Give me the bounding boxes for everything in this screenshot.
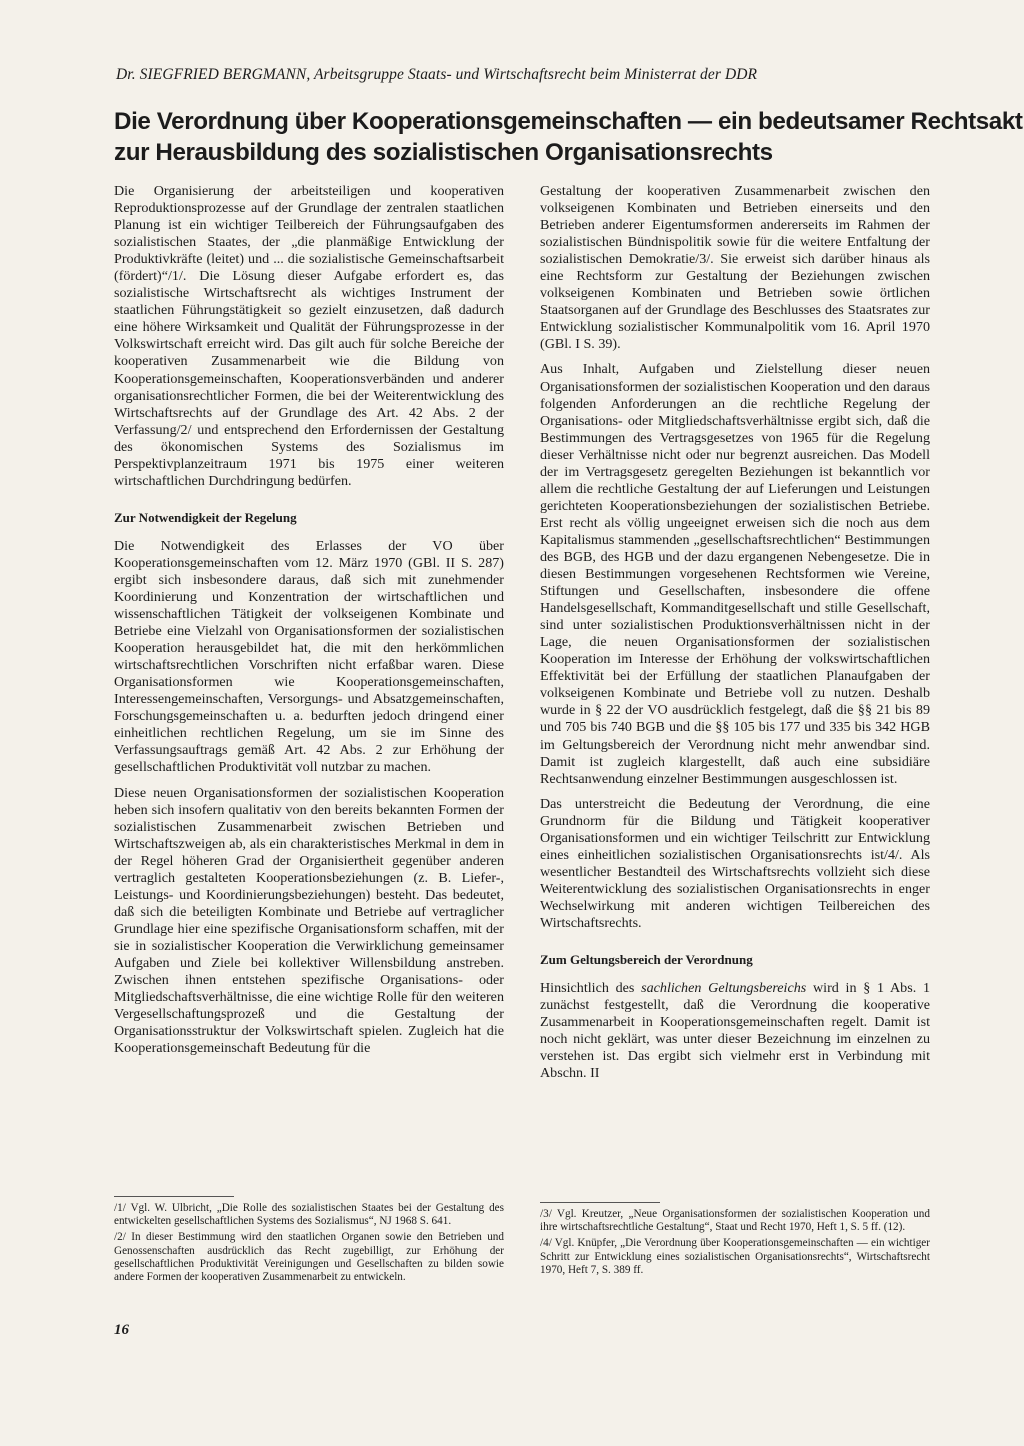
footnote-divider (114, 1196, 234, 1197)
title-line-1: Die Verordnung über Kooperationsgemeinschaften — ein bedeutsamer Rechtsakt (114, 108, 1023, 135)
section-heading: Zum Geltungsbereich der Verordnung (540, 952, 753, 968)
paragraph: Die Organisierung der arbeitsteiligen und kooperativen Reproduktionsprozesse auf der Grundlage der zentralen staatlichen Planung ist ein wichtiger Teilbereich der Führungsaufgaben des sozialistischen Staates, der „die planmäßige Entwicklung der Produktivkräfte (leitet) und ... die sozialistische Gemeinschaftsarbeit (fördert)“/1/. Die Lösung dieser Aufgabe erfordert es, das sozialistische Wirtschaftsrecht als wichtiges Instrument der staatlichen Führungstätigkeit so gezielt einzusetzen, daß dadurch eine höhere Wirksamkeit und Qualität der Führungsprozesse in der Volkswirtschaft erreicht wird. Das gilt auch für solche Bereiche der kooperativen Zusammenarbeit wie die Bildung von Kooperationsgemeinschaften, Kooperationsverbänden und anderer organisationsrechtlicher Formen, die bei der Weiterentwicklung des Wirtschaftsrechts auf der Grundlage des Art. 42 Abs. 2 der Verfassung/2/ und entsprechend den Erfordernissen der Gestaltung des ökonomischen Systems des Sozialismus im Perspektivplanzeitraum 1971 bis 1975 einer weiteren wirtschaftlichen Durchdringung bedürfen. (114, 183, 504, 489)
right-column (540, 183, 930, 1090)
footnote: /2/ In dieser Bestimmung wird den staatlichen Organen sowie den Betrieben und Genossenschaften ausdrücklich das Recht zugebilligt, zur Erhöhung der gesellschaftlichen Produktivität Vereinigungen und Gesellschaften zu bilden sowie andere Formen der kooperativen Zusammenarbeit zu entwickeln. (114, 1231, 504, 1284)
footnote: /1/ Vgl. W. Ulbricht, „Die Rolle des sozialistischen Staates bei der Gestaltung des entwickelten gesellschaftlichen Systems des Sozialismus“, NJ 1968 S. 641. (114, 1202, 504, 1228)
emphasis-text: sachlichen Geltungsbereichs (641, 980, 807, 997)
text-run: wird in § 1 Abs. 1 zunächst festgestellt, daß die Verordnung die kooperative Zusammenarbeit in Kooperationsgemeinschaften regelt. Damit ist noch nicht geklärt, was unter dieser Bezeichnung im einzelnen zu verstehen ist. Das ergibt sich vielmehr erst in Verbindung mit Abschn. II (540, 980, 930, 1082)
footnote: /4/ Vgl. Knüpfer, „Die Verordnung über Kooperationsgemeinschaften — ein wichtiger Schritt zur Entwicklung eines sozialistischen Organisationsrechts“, Wirtschaftsrecht 1970, Heft 7, S. 389 ff. (540, 1237, 930, 1276)
author-byline: Dr. SIEGFRIED BERGMANN, Arbeitsgruppe Staats- und Wirtschaftsrecht beim Ministerrat der DDR (116, 66, 758, 83)
title-line-2: zur Herausbildung des sozialistischen Organisationsrechts (114, 139, 773, 166)
left-column (114, 183, 504, 1065)
paragraph: Gestaltung der kooperativen Zusammenarbeit zwischen den volkseigenen Kombinaten und Betrieben einerseits und den Betrieben anderer Eigentumsformen andererseits im Rahmen der sozialistischen Bündnispolitik sowie für die weitere Entfaltung der sozialistischen Demokratie/3/. Sie erweist sich darüber hinaus als eine Rechtsform zur Gestaltung der Beziehungen zwischen volkseigenen Kombinaten und Betrieben sowie örtlichen Staatsorganen auf der Grundlage des Beschlusses des Staatsrates zur Entwicklung sozialistischer Kommunalpolitik vom 16. April 1970 (GBl. I S. 39). (540, 183, 930, 353)
footnote-divider (540, 1202, 660, 1203)
paragraph: Diese neuen Organisationsformen der sozialistischen Kooperation heben sich insofern qualitativ von den bereits bekannten Formen der sozialistischen Zusammenarbeit zwischen Betrieben und Wirtschaftszweigen ab, als ein charakteristisches Merkmal in dem in der Regel höheren Grad der Organisiertheit gegenüber anderen vertraglich gestalteten Kooperationsbeziehungen (z. B. Liefer-, Leistungs- und Koordinierungsbeziehungen) besteht. Das bedeutet, daß sich die beteiligten Kombinate und Betriebe auf vertraglicher Grundlage hier eine spezifische Organisationsform schaffen, mit der sie in sozialistischer Kooperation die Verwirklichung gemeinsamer Aufgaben und Ziele bei kollektiver Willensbildung anstreben. Zwischen ihnen entstehen spezifische Organisations- oder Mitgliedschaftsverhältnisse, die eine wichtige Rolle für den weiteren Vergesellschaftungsprozeß und die Gestaltung der Organisationsstruktur der Volkswirtschaft spielen. Zugleich hat die Kooperationsgemeinschaft Bedeutung für die (114, 784, 504, 1057)
text-run: Hinsichtlich des (540, 980, 642, 997)
paragraph: Die Notwendigkeit des Erlasses der VO über Kooperationsgemeinschaften vom 12. März 1970 (GBl. II S. 287) ergibt sich insbesondere daraus, daß sich mit zunehmender Koordinierung und Konzentration der wirtschaftlichen und wissenschaftlichen Tätigkeit der volkseigenen Kombinate und Betriebe eine Vielzahl von Organisationsformen der sozialistischen Kooperation herausgebildet hat, die mit den herkömmlichen wirtschaftsrechtlichen Vorschriften nicht erfaßbar waren. Diese Organisationsformen wie Kooperationsgemeinschaften, Interessengemeinschaften, Versorgungs- und Absatzgemeinschaften, Forschungsgemeinschaften u. a. bedurften jedoch dringend einer einheitlichen rechtlichen Regelung, um sie im Sinne des Verfassungsauftrags gemäß Art. 42 Abs. 2 zur Erhöhung der gesellschaftlichen Produktivität voll nutzbar zu machen. (114, 537, 504, 776)
paragraph: Aus Inhalt, Aufgaben und Zielstellung dieser neuen Organisationsformen der sozialistischen Kooperation und den daraus folgenden Anforderungen an die rechtliche Regelung der Organisations- oder Mitgliedschaftsverhältnisse ergibt sich, daß die Bestimmungen des Vertragsgesetzes von 1965 für die Regelung dieser Verhältnisse nicht oder nur begrenzt ausreichen. Das Modell der im Vertragsgesetz geregelten Beziehungen ist bekanntlich vor allem die rechtliche Gestaltung der auf Lieferungen und Leistungen gerichteten Kooperationsbeziehungen der sozialistischen Betriebe. Erst recht als völlig ungeeignet erweisen sich die noch aus dem Kapitalismus stammenden „gesellschaftsrechtlichen“ Bestimmungen des BGB, des HGB und der dazu ergangenen Nebengesetze. Die in diesen Bestimmungen vorgesehenen Rechtsformen wie Vereine, Stiftungen und Gesellschaften, insbesondere die offene Handelsgesellschaft, Kommanditgesellschaft und stille Gesellschaft, sind unter sozialistischen Produktionsverhältnissen nicht in der Lage, die neuen Organisationsformen der sozialistischen Kooperation im Interesse der Erhöhung der volkswirtschaftlichen Effektivität bei der Erfüllung der staatlichen Planaufgaben der volkseigenen Kombinate und Betriebe voll zu nutzen. Deshalb wurde in § 22 der VO ausdrücklich festgelegt, daß die §§ 21 bis 89 und 705 bis 740 BGB und die §§ 105 bis 177 und 335 bis 342 HGB im Geltungsbereich der Verordnung nicht mehr anwendbar sind. Damit ist zugleich klargestellt, daß auch eine subsidiäre Rechtsanwendung einzelner Bestimmungen ausgeschlossen ist. (540, 361, 930, 787)
footnotes-right (540, 1208, 930, 1280)
article-title (114, 106, 1023, 168)
paragraph (540, 980, 930, 1082)
footnotes-left (114, 1202, 504, 1287)
page-number: 16 (114, 1322, 129, 1338)
paragraph: Das unterstreicht die Bedeutung der Verordnung, die eine Grundnorm für die Bildung und Tätigkeit kooperativer Organisationsformen und ein wichtiger Teilschritt zur Entwicklung eines einheitlichen sozialistischen Organisationsrechts ist/4/. Als wesentlicher Bestandteil des Wirtschaftsrechts vollzieht sich diese Weiterentwicklung des sozialistischen Organisationsrechts in enger Wechselwirkung mit anderen wichtigen Teilbereichen des Wirtschaftsrechts. (540, 795, 930, 931)
section-heading: Zur Notwendigkeit der Regelung (114, 509, 297, 525)
footnote: /3/ Vgl. Kreutzer, „Neue Organisationsformen der sozialistischen Kooperation und ihre wirtschaftsrechtliche Gestaltung“, Staat und Recht 1970, Heft 1, S. 5 ff. (12). (540, 1208, 930, 1234)
